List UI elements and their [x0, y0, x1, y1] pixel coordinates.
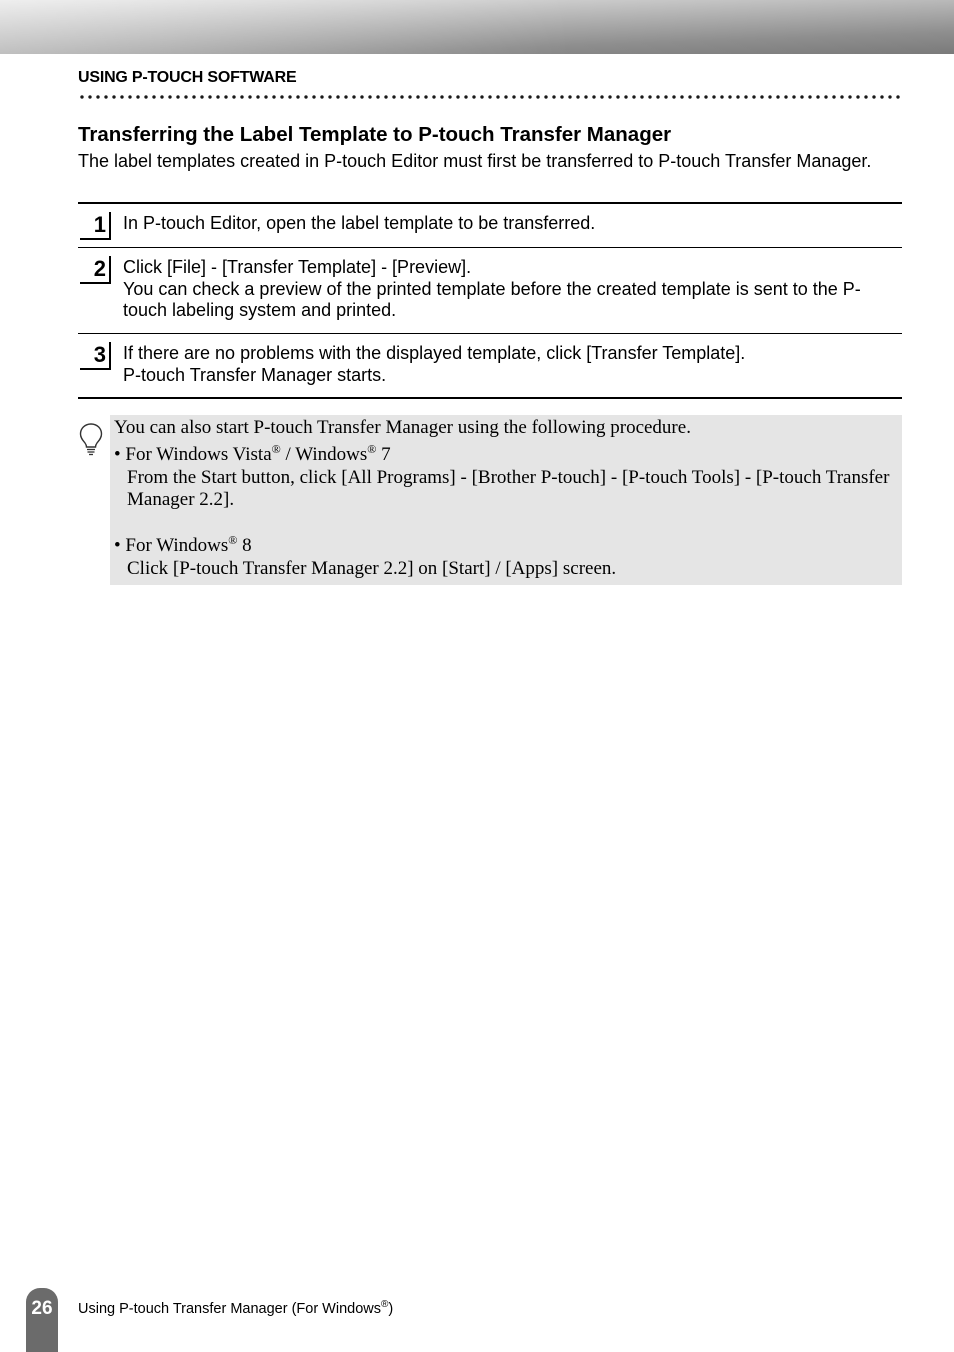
step-2 [78, 247, 902, 333]
step-number: 1 [80, 212, 111, 240]
header-band [0, 0, 954, 54]
step-list [78, 202, 902, 399]
note-item-win8: • For Windows® 8 [114, 533, 252, 556]
step-text: If there are no problems with the displayed template, click [Transfer Template]. P-touch Transfer Manager starts. [123, 343, 746, 385]
step-number: 2 [80, 256, 111, 284]
step-text: Click [File] - [Transfer Template] - [Preview]. You can check a preview of the printed template before the created template is sent to the P-touch labeling system and printed. [123, 257, 861, 320]
footer-title: Using P-touch Transfer Manager (For Windows®) [78, 1299, 394, 1317]
note-lead: You can also start P-touch Transfer Manager using the following procedure. [114, 417, 691, 438]
step-1 [78, 202, 902, 247]
intro-paragraph: The label templates created in P-touch Editor must first be transferred to P-touch Transfer Manager. [78, 151, 872, 171]
page-heading: Transferring the Label Template to P-touch Transfer Manager [78, 123, 672, 146]
note-item-vista-7-detail: From the Start button, click [All Programs] - [Brother P-touch] - [P-touch Tools] - [P-touch Transfer Manager 2.2]. [127, 467, 890, 510]
step-number: 3 [80, 342, 111, 370]
page-number: 26 [31, 1298, 53, 1319]
note-item-win8-detail: Click [P-touch Transfer Manager 2.2] on [Start] / [Apps] screen. [127, 558, 617, 579]
dotted-divider [78, 94, 902, 100]
note-box [110, 415, 902, 585]
lightbulb-icon [78, 422, 104, 456]
step-3 [78, 333, 902, 399]
note-item-vista-7: • For Windows Vista® / Windows® 7 [114, 442, 391, 465]
section-title: USING P-TOUCH SOFTWARE [78, 69, 297, 86]
step-text: In P-touch Editor, open the label template to be transferred. [123, 213, 596, 233]
